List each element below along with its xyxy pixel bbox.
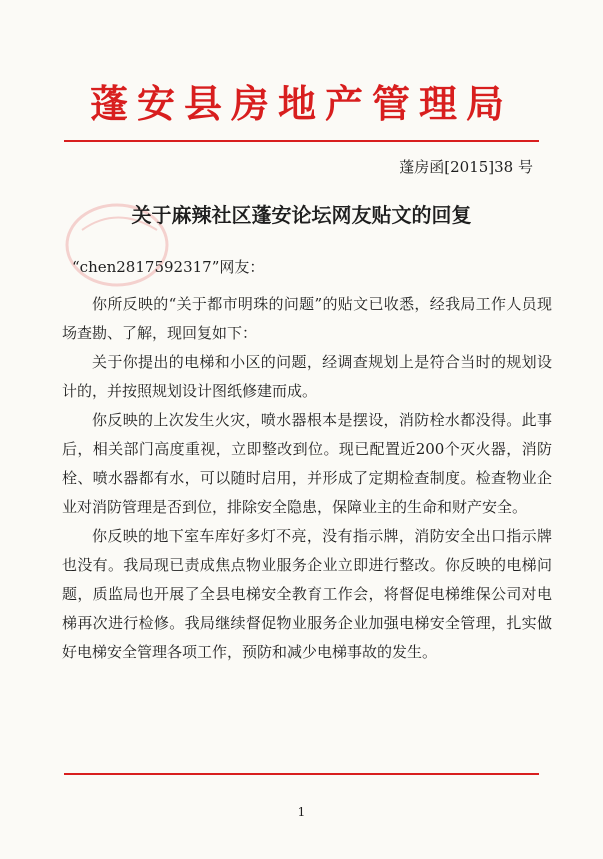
body-paragraph: 关于你提出的电梯和小区的问题，经调查规划上是符合当时的规划设计的，并按照规划设计图纸修建而成。 bbox=[62, 353, 552, 400]
body-paragraph: 你反映的上次发生火灾，喷水器根本是摆设，消防栓水都没得。此事后，相关部门高度重视，立即整改到位。现已配置近200个灭火器，消防栓、喷水器都有水，可以随时启用，并形成了定期检查制度。检查物业企业对消防管理是否到位，排除安全隐患，保障业主的生命和财产安全。 bbox=[62, 411, 552, 516]
agency-letterhead-title: 蓬安县房地产管理局 bbox=[89, 82, 513, 126]
salutation: “chen2817592317”网友： bbox=[72, 258, 265, 276]
body-paragraph: 你所反映的“关于都市明珠的问题”的贴文已收悉，经我局工作人员现场查勘、了解，现回复如下： bbox=[62, 295, 552, 342]
letterhead-red-rule bbox=[64, 140, 539, 142]
document-body bbox=[62, 290, 552, 667]
document-title: 关于麻辣社区蓬安论坛网友贴文的回复 bbox=[131, 203, 472, 227]
page-number: 1 bbox=[297, 805, 306, 819]
body-paragraph: 你反映的地下室车库好多灯不亮，没有指示牌，消防安全出口指示牌也没有。我局现已责成焦点物业服务企业立即进行整改。你反映的电梯问题，质监局也开展了全县电梯安全教育工作会，将督促电梯维保公司对电梯再次进行检修。我局继续督促物业服务企业加强电梯安全管理，扎实做好电梯安全管理各项工作，预防和减少电梯事故的发生。 bbox=[62, 527, 552, 661]
document-number: 蓬房函[2015]38 号 bbox=[399, 158, 533, 176]
footer-red-rule bbox=[64, 773, 539, 775]
